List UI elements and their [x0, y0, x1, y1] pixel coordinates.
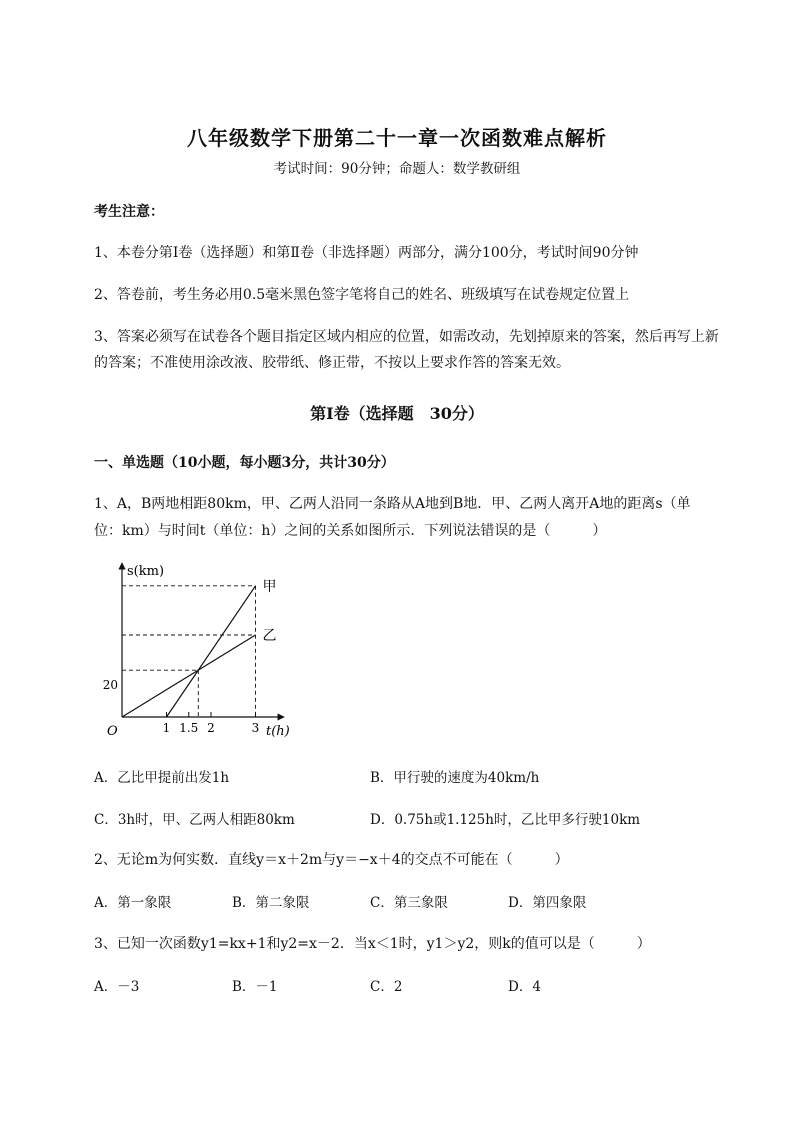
series-line-yi: [122, 635, 256, 717]
q3-option-c: C．2: [370, 979, 403, 995]
q1-option-a: A．乙比甲提前出发1h: [94, 770, 230, 786]
q1-option-c: C．3h时，甲、乙两人相距80km: [94, 812, 295, 828]
q3-option-b: B．－1: [232, 979, 278, 995]
x-tick-label-2: 2: [207, 721, 215, 735]
q1-option-d: D．0.75h或1.125h时，乙比甲多行驶10km: [370, 812, 641, 828]
question-1-line-1: 1、A，B两地相距80km，甲、乙两人沿同一条路从A地到B地．甲、乙两人离开A地的距离s（单: [94, 496, 691, 512]
q2-option-d: D．第四象限: [508, 895, 587, 911]
page-title: 八年级数学下册第二十一章一次函数难点解析: [187, 126, 607, 150]
y-axis-label: s(km): [127, 564, 165, 579]
notice-item-1: 1、本卷分第I卷（选择题）和第Ⅱ卷（非选择题）两部分，满分100分，考试时间90分钟: [94, 245, 639, 261]
y-tick-label-20: 20: [102, 678, 118, 693]
notice-item-2: 2、答卷前，考生务必用0.5毫米黑色签字笔将自己的姓名、班级填写在试卷规定位置上: [94, 287, 630, 303]
notice-heading: 考生注意：: [94, 204, 164, 220]
x-tick-label-1-5: 1.5: [179, 721, 199, 735]
tick-marks: [167, 712, 256, 717]
section-title: 第I卷（选择题 30分）: [310, 404, 484, 423]
question-3-stem: 3、已知一次函数y1=kx+1和y2=x－2．当x＜1时，y1＞y2，则k的值可以是（ ）: [94, 936, 651, 952]
series-label-yi: 乙: [262, 628, 277, 644]
q2-option-b: B．第二象限: [232, 895, 310, 911]
notice-item-3-line-2: 的答案；不准使用涂改液、胶带纸、修正带，不按以上要求作答的答案无效。: [94, 355, 570, 371]
question-2-stem: 2、无论m为何实数．直线y＝x＋2m与y＝−x＋4的交点不可能在（ ）: [94, 852, 569, 868]
q2-option-c: C．第三象限: [370, 895, 448, 911]
part-heading: 一、单选题（10小题，每小题3分，共计30分）: [94, 455, 395, 471]
x-tick-label-3: 3: [251, 721, 260, 735]
series-label-jia: 甲: [262, 578, 277, 595]
x-axis-label: t(h): [266, 724, 290, 739]
q2-option-a: A．第一象限: [94, 895, 172, 911]
series-lines: [122, 586, 256, 717]
origin-label: O: [107, 724, 118, 739]
notice-item-3-line-1: 3、答案必须写在试卷各个题目指定区域内相应的位置，如需改动，先划掉原来的答案，然后再写上新: [94, 329, 719, 345]
x-tick-label-1: 1: [162, 721, 171, 735]
distance-time-graph: [96, 558, 306, 743]
series-line-jia: [167, 586, 256, 717]
q3-option-a: A．－3: [94, 979, 140, 995]
question-1-line-2: 位：km）与时间t（单位：h）之间的关系如图所示．下列说法错误的是（ ）: [94, 523, 607, 539]
q1-option-b: B．甲行驶的速度为40km/h: [370, 770, 540, 786]
q3-option-d: D．4: [508, 979, 541, 995]
exam-info: 考试时间：90分钟；命题人：数学教研组: [273, 161, 521, 177]
dashed-guides: [122, 586, 256, 717]
